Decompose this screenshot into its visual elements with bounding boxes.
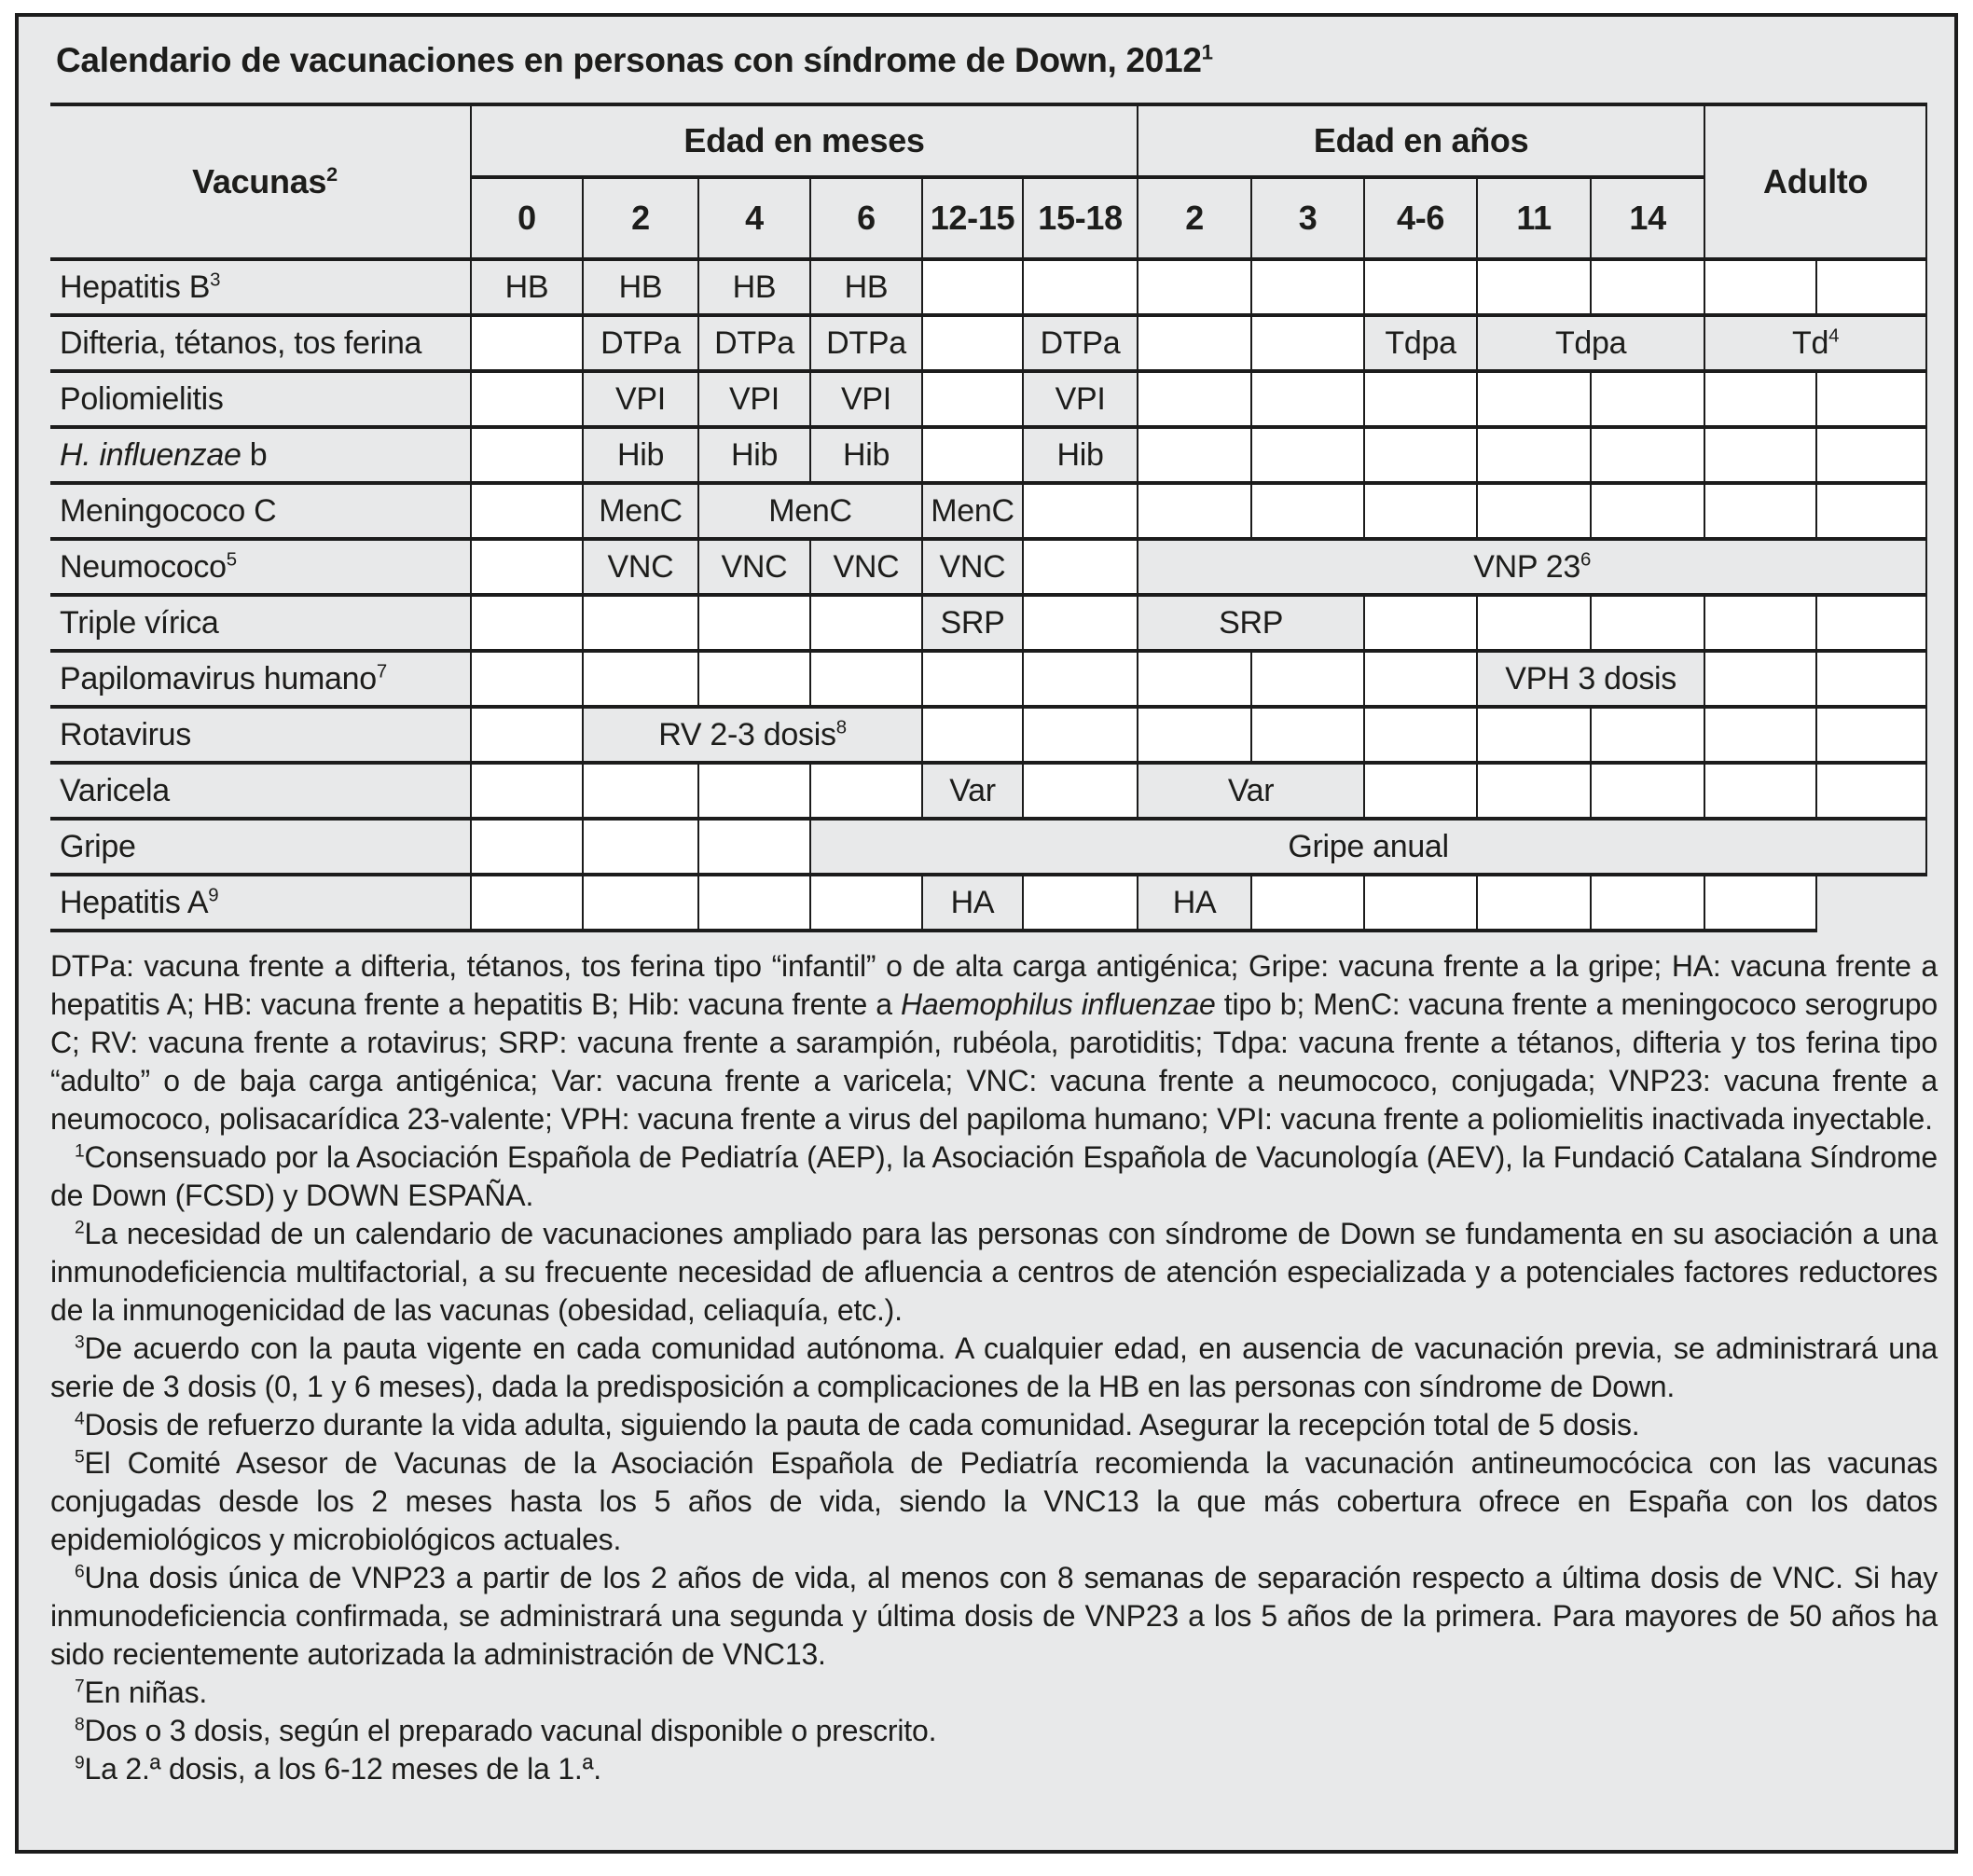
- month-col-header: 6: [810, 177, 922, 259]
- empty-cell: [922, 427, 1023, 483]
- footnote: [50, 1406, 1938, 1444]
- row-label-superscript: 3: [210, 269, 221, 291]
- vaccine-cell: HA: [1138, 875, 1251, 931]
- empty-cell: [1704, 371, 1816, 427]
- empty-cell: [471, 371, 583, 427]
- empty-cell: [1591, 595, 1704, 651]
- empty-cell: [1251, 315, 1364, 371]
- empty-cell: [1023, 707, 1138, 763]
- table-row: [50, 595, 1926, 651]
- empty-cell: [698, 763, 810, 819]
- vaccine-cell: Hib: [698, 427, 810, 483]
- vaccine-cell: Tdpa: [1477, 315, 1704, 371]
- row-label-superscript: 9: [208, 885, 219, 906]
- empty-cell: [1251, 707, 1364, 763]
- row-label: Varicela: [50, 763, 471, 819]
- footnote-superscript: 1: [75, 1141, 85, 1162]
- table-row: [50, 875, 1926, 931]
- empty-cell: [810, 651, 922, 707]
- empty-cell: [1364, 371, 1477, 427]
- row-label: [50, 539, 471, 595]
- row-label-text: Papilomavirus humano: [60, 660, 377, 697]
- vaccine-cell: VPI: [583, 371, 698, 427]
- empty-cell: [1816, 763, 1926, 819]
- vaccine-cell-superscript: 8: [835, 717, 847, 738]
- empty-cell: [1477, 259, 1591, 315]
- year-col-header: 11: [1477, 177, 1591, 259]
- empty-cell: [698, 651, 810, 707]
- empty-cell: [1138, 259, 1251, 315]
- empty-cell: [1364, 427, 1477, 483]
- row-label: Poliomielitis: [50, 371, 471, 427]
- empty-cell: [1364, 707, 1477, 763]
- adult-group-header: Adulto: [1704, 104, 1926, 259]
- empty-cell: [810, 875, 922, 931]
- empty-cell: [1477, 875, 1591, 931]
- vaccine-cell: Tdpa: [1364, 315, 1477, 371]
- vaccination-schedule-table: [50, 103, 1927, 932]
- empty-cell: [1251, 371, 1364, 427]
- vaccine-cell: MenC: [922, 483, 1023, 539]
- vaccine-cell: HB: [471, 259, 583, 315]
- empty-cell: [1704, 483, 1816, 539]
- empty-cell: [698, 875, 810, 931]
- empty-cell: [1704, 763, 1816, 819]
- empty-cell: [1591, 427, 1704, 483]
- footnote: [50, 1559, 1938, 1674]
- empty-cell: [1704, 259, 1816, 315]
- row-label-superscript: 5: [226, 549, 237, 571]
- vaccine-cell: Var: [922, 763, 1023, 819]
- empty-cell: [1023, 875, 1138, 931]
- table-row: [50, 539, 1926, 595]
- empty-cell: [471, 315, 583, 371]
- empty-cell: [1364, 651, 1477, 707]
- footnote-text: Dosis de refuerzo durante la vida adulta, siguiendo la pauta de cada comunidad. Asegurar la recepción total de 5 dosis.: [84, 1408, 1640, 1441]
- empty-cell: [471, 819, 583, 875]
- vaccine-cell: Hib: [583, 427, 698, 483]
- vaccine-cell: Gripe anual: [810, 819, 1926, 875]
- empty-cell: [1591, 707, 1704, 763]
- vaccine-cell: VPI: [810, 371, 922, 427]
- row-label: [50, 651, 471, 707]
- vaccine-cell: VNC: [922, 539, 1023, 595]
- empty-cell: [1477, 427, 1591, 483]
- empty-cell: [1704, 651, 1816, 707]
- footnote-text: Consensuado por la Asociación Española de Pediatría (AEP), la Asociación Española de Vacunología (AEV), la Fundació Catalana Síndrome de Down (FCSD) y DOWN ESPAÑA.: [50, 1140, 1938, 1212]
- empty-cell: [1591, 875, 1704, 931]
- footnote-superscript: 9: [75, 1753, 85, 1773]
- row-label: [50, 875, 471, 931]
- empty-cell: [583, 595, 698, 651]
- footnote: [50, 1330, 1938, 1406]
- empty-cell: [1704, 595, 1816, 651]
- empty-cell: [471, 595, 583, 651]
- empty-cell: [583, 763, 698, 819]
- figure-title: [56, 41, 1936, 80]
- row-label-text: Hepatitis B: [60, 269, 211, 305]
- empty-cell: [1704, 875, 1816, 931]
- vaccine-cell: SRP: [922, 595, 1023, 651]
- year-col-header: 3: [1251, 177, 1364, 259]
- row-label: Triple vírica: [50, 595, 471, 651]
- vaccine-cell: VNC: [810, 539, 922, 595]
- empty-cell: [1591, 259, 1704, 315]
- figure-frame: [15, 13, 1958, 1854]
- empty-cell: [1023, 595, 1138, 651]
- month-col-header: 2: [583, 177, 698, 259]
- vaccine-cell: Var: [1138, 763, 1364, 819]
- footnote-superscript: 2: [75, 1218, 85, 1238]
- footnote-text: El Comité Asesor de Vacunas de la Asociación Española de Pediatría recomienda la vacunación antineumocócica con las vacunas conjugadas desde los 2 meses hasta los 5 años de vida, siendo la VNC13 la que más cobertura ofrece en España con los datos epidemiológicos y microbiológicos actuales.: [50, 1446, 1938, 1556]
- table-row: [50, 651, 1926, 707]
- vaccine-cell: [1704, 315, 1926, 371]
- footnotes-block: [50, 947, 1938, 1788]
- vaccine-cell: HB: [698, 259, 810, 315]
- vaccine-cell: VPI: [698, 371, 810, 427]
- empty-cell: [1364, 259, 1477, 315]
- empty-cell: [583, 651, 698, 707]
- abbreviations-legend: [50, 947, 1938, 1138]
- empty-cell: [1816, 427, 1926, 483]
- row-label: Difteria, tétanos, tos ferina: [50, 315, 471, 371]
- footnote-superscript: 7: [75, 1676, 85, 1697]
- vaccine-cell: [1138, 539, 1926, 595]
- vaccine-cell-text: VNP 23: [1473, 548, 1580, 585]
- row-label-italic-text: H. influenzae: [60, 436, 241, 473]
- vaccine-cell: Hib: [810, 427, 922, 483]
- empty-cell: [1816, 707, 1926, 763]
- vaccine-cell: HA: [922, 875, 1023, 931]
- empty-cell: [471, 651, 583, 707]
- empty-cell: [1023, 651, 1138, 707]
- empty-cell: [471, 875, 583, 931]
- table-row: [50, 483, 1926, 539]
- footnote: [50, 1138, 1938, 1215]
- year-col-header: 2: [1138, 177, 1251, 259]
- table-row: [50, 315, 1926, 371]
- empty-cell: [1591, 483, 1704, 539]
- footnote-text: La 2.ª dosis, a los 6-12 meses de la 1.ª.: [84, 1752, 601, 1786]
- empty-cell: [1704, 707, 1816, 763]
- footnote-superscript: 4: [75, 1409, 85, 1429]
- empty-cell: [471, 539, 583, 595]
- empty-cell: [1816, 483, 1926, 539]
- empty-cell: [471, 483, 583, 539]
- footnote-text: Una dosis única de VNP23 a partir de los 2 años de vida, al menos con 8 semanas de separación respecto a última dosis de VNC. Si hay inmunodeficiencia confirmada, se administrará una segunda y última dosis de VNP23 a los 5 años de la primera. Para mayores de 50 años ha sido recientemente autorizada la administración de VNC13.: [50, 1561, 1938, 1671]
- empty-cell: [698, 819, 810, 875]
- figure-title-superscript: 1: [1201, 40, 1213, 64]
- empty-cell: [698, 595, 810, 651]
- empty-cell: [810, 595, 922, 651]
- month-col-header: 4: [698, 177, 810, 259]
- vaccine-cell: MenC: [583, 483, 698, 539]
- empty-cell: [1364, 595, 1477, 651]
- footnote-superscript: 8: [75, 1715, 85, 1735]
- empty-cell: [1591, 371, 1704, 427]
- footnote-text: La necesidad de un calendario de vacunaciones ampliado para las personas con síndrome de Down se fundamenta en su asociación a una inmunodeficiencia multifactorial, a su frecuente necesidad de afluencia a centros de atención especializada y a potenciales factores reductores de la inmunogenicidad de las vacunas (obesidad, celiaquía, etc.).: [50, 1217, 1938, 1327]
- empty-cell: [1364, 483, 1477, 539]
- empty-cell: [1138, 427, 1251, 483]
- empty-cell: [1816, 259, 1926, 315]
- vaccines-header-superscript: 2: [326, 162, 338, 186]
- row-label: Gripe: [50, 819, 471, 875]
- empty-cell: [922, 651, 1023, 707]
- row-label: [50, 427, 471, 483]
- empty-cell: [1023, 259, 1138, 315]
- footnote-text: En niñas.: [84, 1676, 208, 1709]
- empty-cell: [1477, 483, 1591, 539]
- empty-cell: [1364, 763, 1477, 819]
- year-col-header: 4-6: [1364, 177, 1477, 259]
- empty-cell: [1023, 763, 1138, 819]
- table-header-group-row: [50, 104, 1926, 177]
- years-group-header: Edad en años: [1138, 104, 1704, 177]
- vaccine-cell: VPI: [1023, 371, 1138, 427]
- empty-cell: [1251, 483, 1364, 539]
- empty-cell: [471, 707, 583, 763]
- vaccine-cell-superscript: 4: [1828, 325, 1840, 347]
- month-col-header: 15-18: [1023, 177, 1138, 259]
- empty-cell: [1364, 875, 1477, 931]
- empty-cell: [922, 371, 1023, 427]
- vaccine-cell: VPH 3 dosis: [1477, 651, 1704, 707]
- empty-cell: [1704, 427, 1816, 483]
- vaccine-cell: VNC: [698, 539, 810, 595]
- legend-text: DTPa: vacuna frente a difteria, tétanos, tos ferina tipo “infantil” o de alta carga antigénica; Gripe: vacuna frente a la gripe; HA: vacuna frente a hepatitis A; HB: vacuna frente a hepatitis B; Hib: vacuna frente a: [50, 949, 1938, 1021]
- footnote: [50, 1750, 1938, 1788]
- row-label-text: Neumococo: [60, 548, 227, 585]
- empty-cell: [1023, 483, 1138, 539]
- empty-cell: [1591, 763, 1704, 819]
- empty-cell: [810, 763, 922, 819]
- empty-cell: [1023, 539, 1138, 595]
- vaccine-cell-text: Td: [1792, 324, 1829, 361]
- empty-cell: [1251, 427, 1364, 483]
- vaccine-cell: MenC: [698, 483, 922, 539]
- vaccine-cell: HB: [810, 259, 922, 315]
- empty-cell: [1477, 371, 1591, 427]
- year-col-header: 14: [1591, 177, 1704, 259]
- empty-cell: [1138, 315, 1251, 371]
- empty-cell: [922, 707, 1023, 763]
- empty-cell: [1138, 371, 1251, 427]
- month-col-header: 12-15: [922, 177, 1023, 259]
- row-label: [50, 259, 471, 315]
- table-row: [50, 371, 1926, 427]
- empty-cell: [1138, 707, 1251, 763]
- vaccine-cell: [583, 707, 922, 763]
- row-label: Rotavirus: [50, 707, 471, 763]
- row-label-superscript: 7: [376, 661, 387, 683]
- footnote-superscript: 5: [75, 1447, 85, 1468]
- empty-cell: [583, 875, 698, 931]
- table-row: [50, 763, 1926, 819]
- legend-text: tipo b; MenC: vacuna frente a meningococo serogrupo C; RV: vacuna frente a rotavirus; SRP: vacuna frente a sarampión, rubéola, parotiditis; Tdpa: vacuna frente a tétanos, difteria y tos ferina tipo “adulto” o de baja carga antigénica; Var: vacuna frente a varicela; VNC: vacuna frente a neumococo, conjugada; VNP23: vacuna frente a neumococo, polisacarídica 23-valente; VPH: vacuna frente a virus del papiloma humano; VPI: vacuna frente a poliomielitis inactivada inyectable.: [50, 987, 1938, 1136]
- vaccine-cell: VNC: [583, 539, 698, 595]
- vaccine-cell: DTPa: [1023, 315, 1138, 371]
- empty-cell: [1138, 651, 1251, 707]
- vaccine-cell: DTPa: [810, 315, 922, 371]
- empty-cell: [1477, 595, 1591, 651]
- vaccine-cell: DTPa: [698, 315, 810, 371]
- footnote: [50, 1712, 1938, 1750]
- vaccine-cell-text: RV 2-3 dosis: [658, 716, 836, 752]
- row-label-text: Hepatitis A: [60, 884, 209, 920]
- empty-cell: [922, 315, 1023, 371]
- footnote-superscript: 6: [75, 1562, 85, 1582]
- empty-cell: [922, 259, 1023, 315]
- table-row: [50, 427, 1926, 483]
- empty-cell: [1477, 763, 1591, 819]
- vaccine-cell: HB: [583, 259, 698, 315]
- vaccine-cell: DTPa: [583, 315, 698, 371]
- empty-cell: [471, 763, 583, 819]
- vaccine-cell-superscript: 6: [1580, 549, 1591, 571]
- vaccines-header-text: Vacunas: [192, 162, 327, 200]
- vaccine-cell: SRP: [1138, 595, 1364, 651]
- table-row: [50, 707, 1926, 763]
- empty-cell: [471, 427, 583, 483]
- table-row: [50, 259, 1926, 315]
- month-col-header: 0: [471, 177, 583, 259]
- footnote-text: De acuerdo con la pauta vigente en cada comunidad autónoma. A cualquier edad, en ausencia de vacunación previa, se administrará una serie de 3 dosis (0, 1 y 6 meses), dada la predisposición a complicaciones de la HB en las personas con síndrome de Down.: [50, 1331, 1938, 1403]
- footnote: [50, 1215, 1938, 1330]
- legend-italic-text: Haemophilus influenzae: [901, 987, 1216, 1021]
- empty-cell: [1477, 707, 1591, 763]
- footnote-superscript: 3: [75, 1332, 85, 1353]
- empty-cell: [1816, 371, 1926, 427]
- vaccine-cell: Hib: [1023, 427, 1138, 483]
- empty-cell: [1251, 651, 1364, 707]
- row-label: Meningococo C: [50, 483, 471, 539]
- figure-title-text: Calendario de vacunaciones en personas con síndrome de Down, 2012: [56, 41, 1202, 79]
- empty-cell: [1138, 483, 1251, 539]
- empty-cell: [1816, 595, 1926, 651]
- empty-cell: [583, 819, 698, 875]
- footnote: [50, 1674, 1938, 1712]
- vaccines-column-header: [50, 104, 471, 259]
- empty-cell: [1816, 651, 1926, 707]
- empty-cell: [1251, 875, 1364, 931]
- footnote-text: Dos o 3 dosis, según el preparado vacunal disponible o prescrito.: [84, 1714, 937, 1747]
- footnote: [50, 1444, 1938, 1559]
- empty-cell: [1251, 259, 1364, 315]
- row-label-text: b: [241, 436, 268, 473]
- months-group-header: Edad en meses: [471, 104, 1138, 177]
- table-row: [50, 819, 1926, 875]
